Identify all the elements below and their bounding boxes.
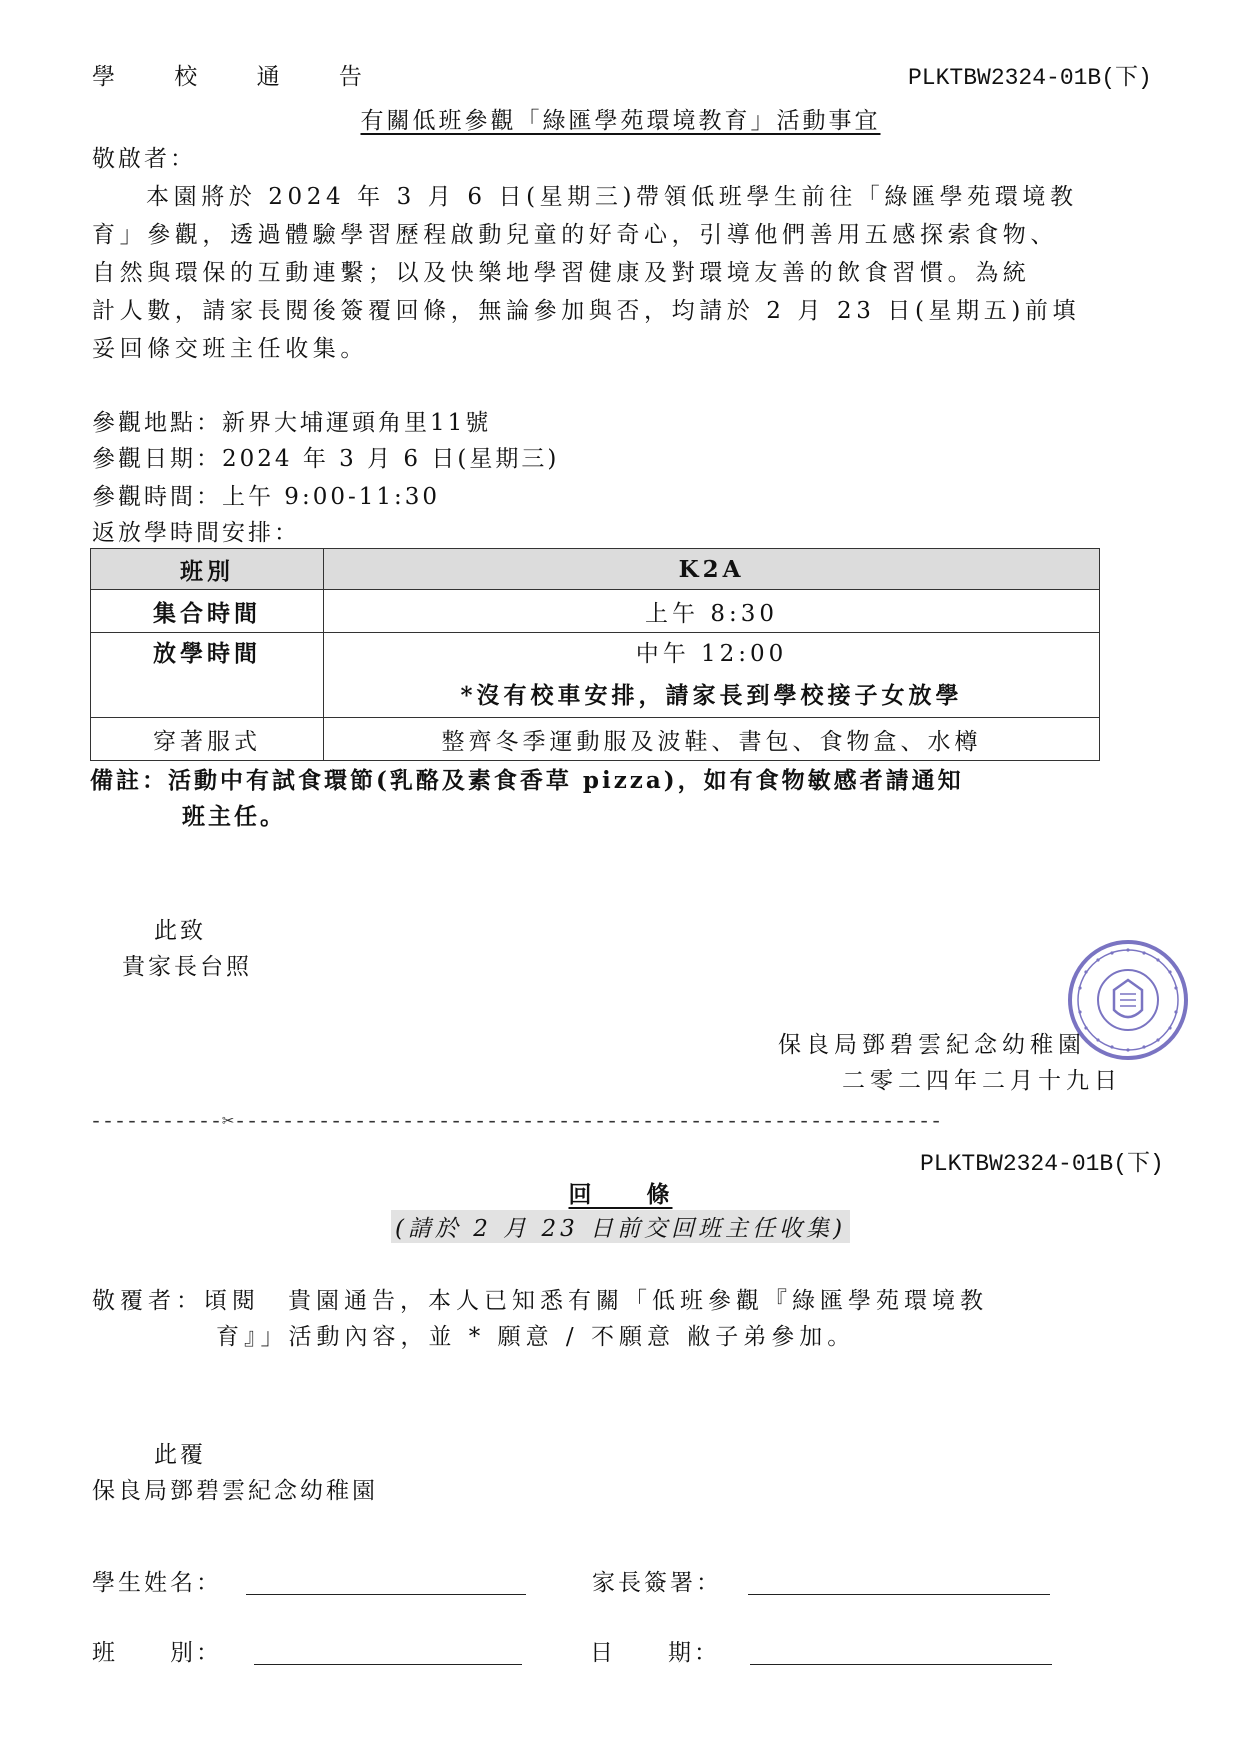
dismissal-time-value: 中午 12:00 <box>635 641 788 667</box>
intro-line-5: 妥回條交班主任收集。 <box>92 336 368 362</box>
table-row <box>91 590 1100 633</box>
intro-line-4: 計人數，請家長閱後簽覆回條，無論參加與否，均請於 2 月 23 日(星期五)前填 <box>92 298 1081 324</box>
dismissal-note: *沒有校車安排，請家長到學校接子女放學 <box>460 682 963 709</box>
remark-line-2: 班主任。 <box>182 803 286 830</box>
reply-body-line-1: 敬覆者：頃閱 貴園通告，本人已知悉有關「低班參觀『綠匯學苑環境教 <box>92 1288 988 1314</box>
reply-subtitle: (請於 2 月 23 日前交回班主任收集) <box>391 1210 850 1243</box>
dismissal-label-text: 放學時間 <box>153 640 261 667</box>
school-seal-icon <box>1066 938 1190 1062</box>
notice-title: 有關低班參觀「綠匯學苑環境教育」活動事宜 <box>360 108 881 134</box>
student-name-input[interactable] <box>246 1594 526 1595</box>
remark-line-1: 備註：活動中有試食環節(乳酪及素食香草 pizza)，如有食物敏感者請通知 <box>90 767 964 794</box>
class-header: 班別 <box>91 549 324 590</box>
reply-body-line-2: 育』」活動內容，並 * 願意 / 不願意 敝子弟參加。 <box>216 1324 856 1350</box>
salutation: 敬啟者： <box>92 146 196 172</box>
visit-location: 參觀地點：新界大埔運頭角里11號 <box>92 410 492 436</box>
reply-subtitle-wrap <box>0 1210 1241 1243</box>
cut-line: -----------✂----------------------------------------------------------- <box>90 1111 943 1134</box>
intro-line-1: 本園將於 2024 年 3 月 6 日(星期三)帶領低班學生前往「綠匯學苑環境教 <box>146 184 1078 210</box>
parent-signature-input[interactable] <box>748 1594 1050 1595</box>
visit-date: 參觀日期：2024 年 3 月 6 日(星期三) <box>92 446 560 472</box>
closing-line-1: 此致 <box>154 918 206 944</box>
parent-signature-label: 家長簽署： <box>592 1570 722 1596</box>
dismissal-time-cell <box>324 633 1100 718</box>
schedule-heading: 返放學時間安排： <box>92 520 300 546</box>
reply-closing: 此覆 <box>154 1442 206 1468</box>
dismissal-time-label <box>91 633 324 718</box>
visit-time: 參觀時間：上午 9:00-11:30 <box>92 484 441 510</box>
schedule-table <box>90 548 1100 761</box>
intro-line-2: 育」參觀，透過體驗學習歷程啟動兒童的好奇心，引導他們善用五感探索食物、 <box>92 222 1058 248</box>
date-input[interactable] <box>750 1664 1052 1665</box>
date-label: 日 期： <box>590 1640 720 1666</box>
table-row <box>91 633 1100 718</box>
table-row <box>91 718 1100 761</box>
intro-line-3: 自然與環保的互動連繫；以及快樂地學習健康及對環境友善的飲食習慣。為統 <box>92 260 1031 286</box>
class-input[interactable] <box>254 1664 522 1665</box>
signoff-date: 二零二四年二月十九日 <box>842 1068 1122 1094</box>
notice-label: 學 校 通 告 <box>92 64 388 90</box>
closing-line-2: 貴家長台照 <box>122 954 252 980</box>
class-label: 班 別： <box>92 1640 222 1666</box>
table-header-row <box>91 549 1100 590</box>
student-name-label: 學生姓名： <box>92 1570 222 1596</box>
assembly-time-label: 集合時間 <box>91 590 324 633</box>
reply-reference-code: PLKTBW2324-01B(下) <box>920 1151 1164 1177</box>
attire-label: 穿著服式 <box>91 718 324 761</box>
assembly-time-value: 上午 8:30 <box>324 590 1100 633</box>
class-value-header: K2A <box>324 549 1100 590</box>
reply-school: 保良局鄧碧雲紀念幼稚園 <box>92 1478 378 1504</box>
reply-title: 回 條 <box>568 1181 673 1208</box>
signoff-school: 保良局鄧碧雲紀念幼稚園 <box>778 1032 1086 1058</box>
reference-code: PLKTBW2324-01B(下) <box>908 65 1152 91</box>
attire-value: 整齊冬季運動服及波鞋、書包、食物盒、水樽 <box>324 718 1100 761</box>
